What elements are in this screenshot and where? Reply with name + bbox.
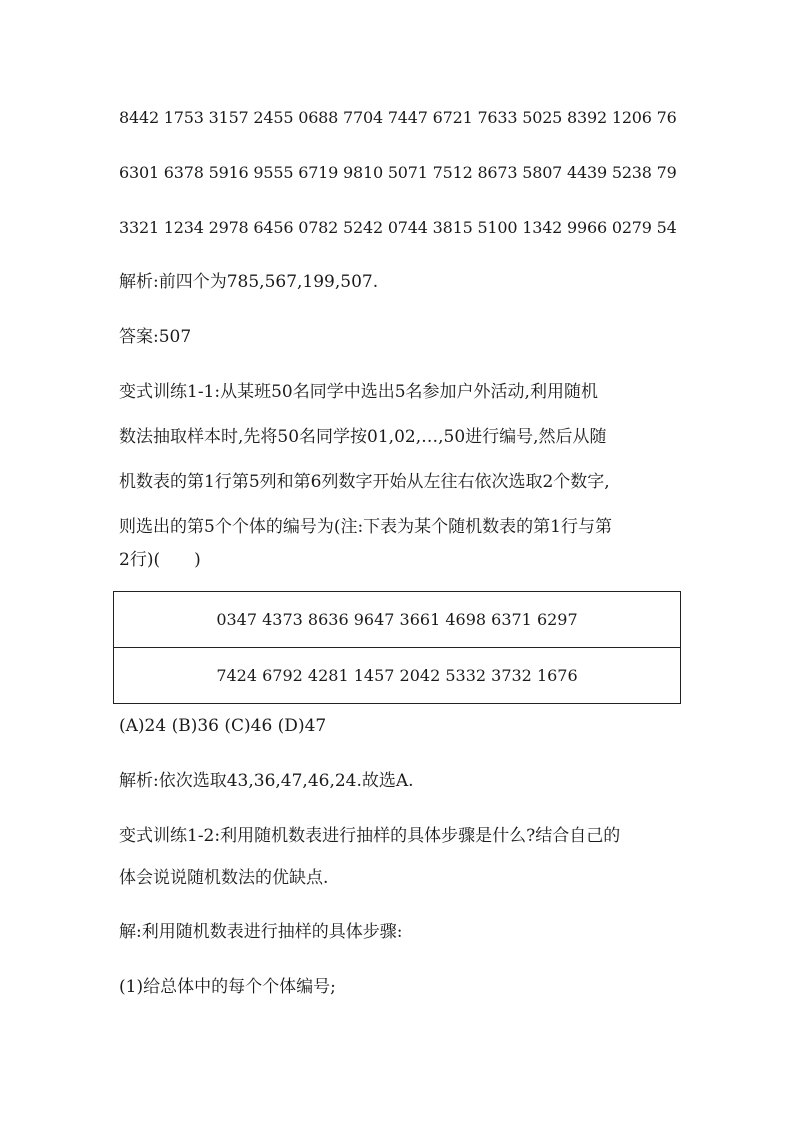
exercise-1-line-3: 机数表的第1行第5列和第6列数字开始从左往右依次选取2个数字, <box>119 472 610 492</box>
table-row <box>114 648 681 704</box>
solution-step-1: (1)给总体中的每个个体编号; <box>119 977 336 997</box>
analysis-2: 解析:依次选取43,36,47,46,24.故选A. <box>119 771 414 791</box>
exercise-1-line-2: 数法抽取样本时,先将50名同学按01,02,…,50进行编号,然后从随 <box>119 427 607 447</box>
answer-options: (A)24 (B)36 (C)46 (D)47 <box>119 716 327 736</box>
exercise-1-line-4: 则选出的第5个个体的编号为(注:下表为某个随机数表的第1行与第 <box>119 517 612 537</box>
exercise-2-line-1: 变式训练1-2:利用随机数表进行抽样的具体步骤是什么?结合自己的 <box>119 826 621 846</box>
exercise-2-line-2: 体会说说随机数法的优缺点. <box>119 868 329 888</box>
random-number-row-2: 6301 6378 5916 9555 6719 9810 5071 7512 8673 5807 4439 5238 79 <box>119 163 677 182</box>
random-number-row-1: 8442 1753 3157 2455 0688 7704 7447 6721 7633 5025 8392 1206 76 <box>119 108 677 127</box>
random-number-table <box>113 591 681 704</box>
exercise-1-line-1: 变式训练1-1:从某班50名同学中选出5名参加户外活动,利用随机 <box>119 382 598 402</box>
answer-1: 答案:507 <box>119 327 192 347</box>
random-number-row-3: 3321 1234 2978 6456 0782 5242 0744 3815 5100 1342 9966 0279 54 <box>119 218 677 237</box>
solution-intro: 解:利用随机数表进行抽样的具体步骤: <box>119 922 403 942</box>
table-cell-row-1: 0347 4373 8636 9647 3661 4698 6371 6297 <box>114 592 681 648</box>
table-cell-row-2: 7424 6792 4281 1457 2042 5332 3732 1676 <box>114 648 681 704</box>
exercise-1-line-5: 2行)( ) <box>119 550 201 570</box>
table-row <box>114 592 681 648</box>
analysis-1: 解析:前四个为785,567,199,507. <box>119 272 379 292</box>
